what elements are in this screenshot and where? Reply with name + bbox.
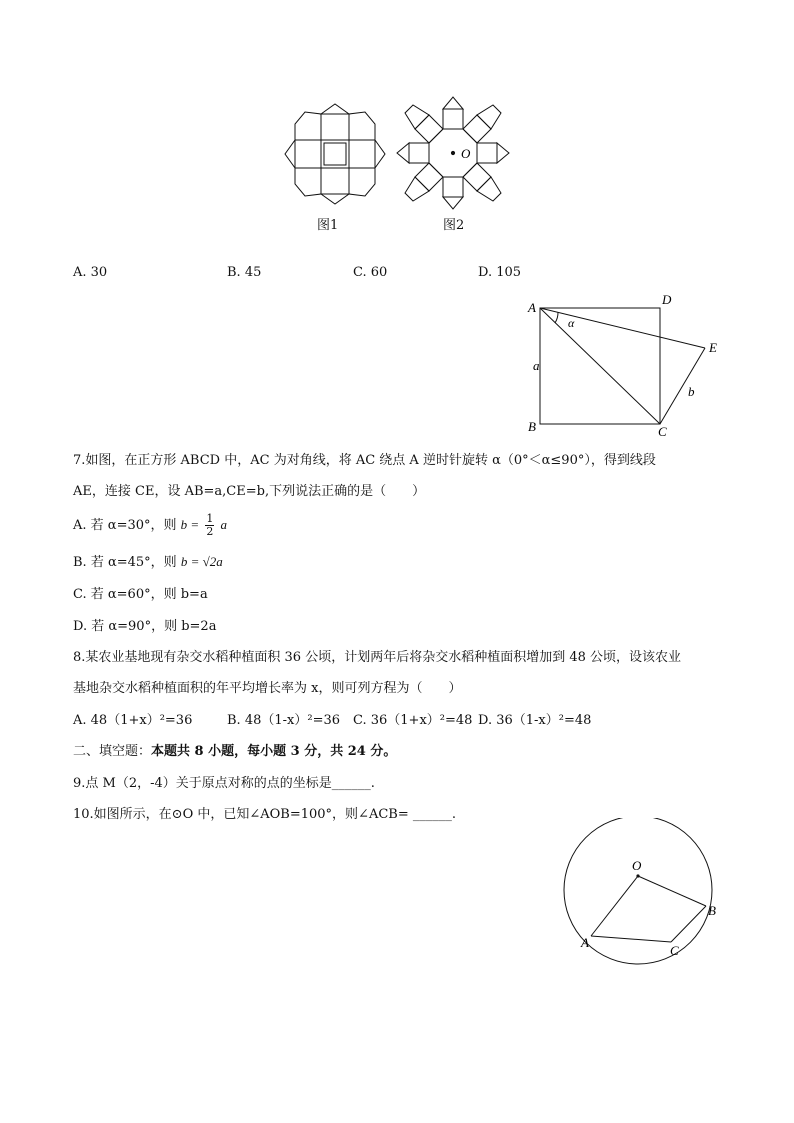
square-figure (525, 290, 730, 440)
section-2-heading (73, 740, 396, 759)
label-a-point: A (528, 300, 536, 315)
segment-ce (660, 348, 705, 424)
q7-option-b-prefix: B. 若 α=45°，则 (73, 555, 177, 570)
radius-oa (591, 876, 638, 936)
caption-figure-2: 图2 (443, 218, 465, 233)
q8-stem-line-2: 基地杂交水稻种植面积的年平均增长率为 x，则可列方程为（ ） (73, 681, 462, 696)
q7-option-a-equation: b = (180, 517, 200, 532)
center-square (321, 140, 349, 168)
label-d-point: D (662, 292, 672, 307)
chord-bc (671, 906, 706, 942)
q9-text: 9.点 M（2，-4）关于原点对称的点的坐标是______. (73, 776, 375, 791)
radius-ob (638, 876, 706, 906)
label-o: O (632, 858, 642, 873)
q10-text: 10.如图所示，在⊙O 中，已知∠AOB=100°，则∠ACB= ______. (73, 807, 456, 822)
segment-ae (540, 308, 705, 348)
center-label-o: O (461, 146, 471, 161)
q8-option-c[interactable]: C. 36（1+x）²=48 (353, 713, 473, 728)
center-point (451, 151, 454, 154)
alpha-arc (555, 312, 558, 323)
label-b: B (708, 903, 716, 918)
q7-option-b-equation: b = √2a (180, 554, 223, 569)
q8-option-a[interactable]: A. 48（1+x）²=36 (73, 713, 193, 728)
q7-option-a-prefix: A. 若 α=30°，则 (73, 518, 177, 533)
label-side-a: a (533, 358, 540, 373)
q7-option-b[interactable] (73, 551, 223, 570)
q7-option-a-variable: a (220, 517, 227, 532)
q6-option-c[interactable]: C. 60 (353, 265, 388, 280)
fraction-one-half: $\frac{1}{2}$ (206, 512, 214, 538)
circle-figure (558, 818, 728, 968)
section-2-prefix: 二、填空题： (73, 744, 152, 759)
q8-option-d[interactable]: D. 36（1-x）²=48 (478, 713, 592, 728)
center-o-point (636, 874, 639, 877)
label-side-b: b (688, 384, 695, 399)
q6-option-a[interactable]: A. 30 (73, 265, 108, 280)
figure-1 (285, 104, 385, 204)
q7-stem-line-2: AE，连接 CE，设 AB=a,CE=b,下列说法正确的是（ ） (73, 484, 426, 499)
q6-option-d[interactable]: D. 105 (478, 265, 522, 280)
label-a: A (581, 935, 589, 950)
figure-2 (397, 97, 509, 209)
section-2-description: 本题共 8 小题，每小题 3 分，共 24 分。 (151, 744, 397, 759)
label-c-point: C (658, 424, 667, 439)
q8-option-b[interactable]: B. 48（1-x）²=36 (227, 713, 341, 728)
center-inner-square (324, 143, 346, 165)
chord-ac (591, 936, 671, 942)
flower-figures (270, 95, 530, 240)
label-e-point: E (709, 340, 717, 355)
label-alpha: α (568, 316, 575, 330)
q7-option-c[interactable]: C. 若 α=60°，则 b=a (73, 587, 208, 602)
caption-figure-1: 图1 (317, 218, 339, 233)
q7-stem-line-1: 7.如图，在正方形 ABCD 中，AC 为对角线，将 AC 绕点 A 逆时针旋转 α（0°＜α≤90°），得到线段 (73, 453, 656, 468)
diagonal-ac (540, 308, 660, 424)
q7-option-a[interactable] (73, 513, 227, 538)
q8-stem-line-1: 8.某农业基地现有杂交水稻种植面积 36 公顷，计划两年后将杂交水稻种植面积增加到 48 公顷，设该农业 (73, 650, 682, 665)
q6-option-b[interactable]: B. 45 (227, 265, 262, 280)
label-b-point: B (528, 419, 536, 434)
label-c: C (670, 943, 679, 958)
q7-option-d[interactable]: D. 若 α=90°，则 b=2a (73, 619, 217, 634)
